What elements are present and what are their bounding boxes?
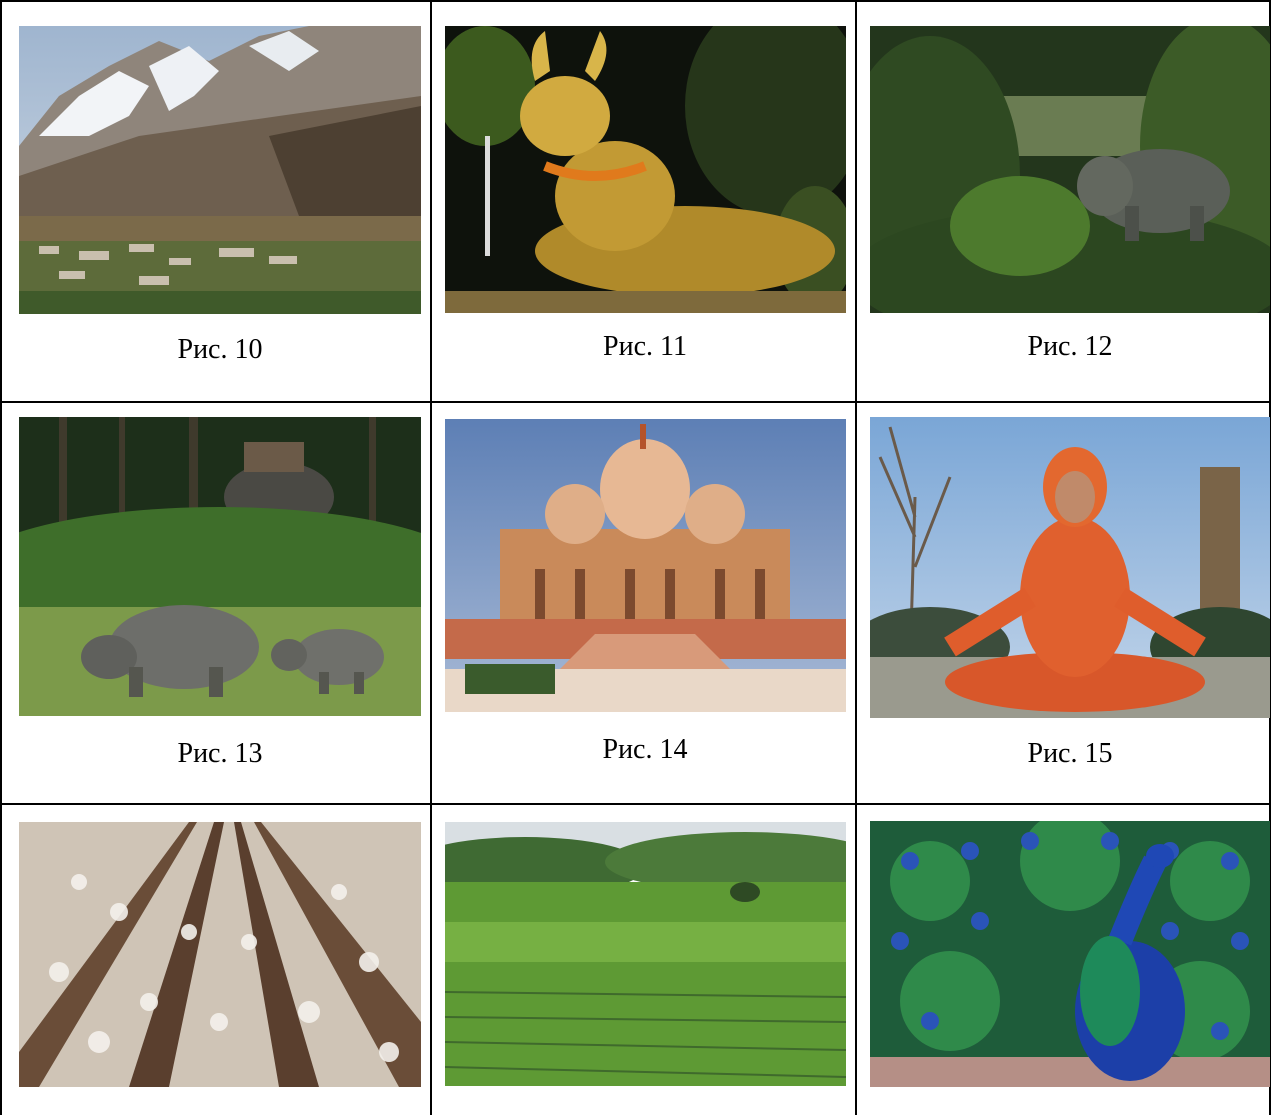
- peacock-photo: [870, 821, 1270, 1087]
- table-row-divider-1: [0, 401, 1271, 403]
- cotton-field-photo: [19, 822, 421, 1087]
- mountain-village-photo: [19, 26, 421, 314]
- table-border-left: [0, 0, 2, 1115]
- akshardham-temple-photo: [445, 419, 846, 712]
- table-col-divider-1: [430, 0, 432, 1115]
- rhinos-and-elephant-photo: [19, 417, 421, 716]
- figure-caption-10: Рис. 10: [177, 334, 263, 365]
- figure-caption-15: Рис. 15: [1027, 738, 1113, 769]
- figure-caption-12: Рис. 12: [1027, 331, 1113, 362]
- meditating-woman-photo: [870, 417, 1270, 718]
- table-col-divider-2: [855, 0, 857, 1115]
- golden-nandi-bull-statue-photo: [445, 26, 846, 313]
- table-border-top: [0, 0, 1271, 2]
- figure-caption-13: Рис. 13: [177, 738, 263, 769]
- table-row-divider-2: [0, 803, 1271, 805]
- elephant-in-jungle-photo: [870, 26, 1270, 313]
- figure-caption-14: Рис. 14: [602, 734, 688, 765]
- figure-caption-11: Рис. 11: [603, 331, 687, 362]
- rice-paddy-photo: [445, 822, 846, 1086]
